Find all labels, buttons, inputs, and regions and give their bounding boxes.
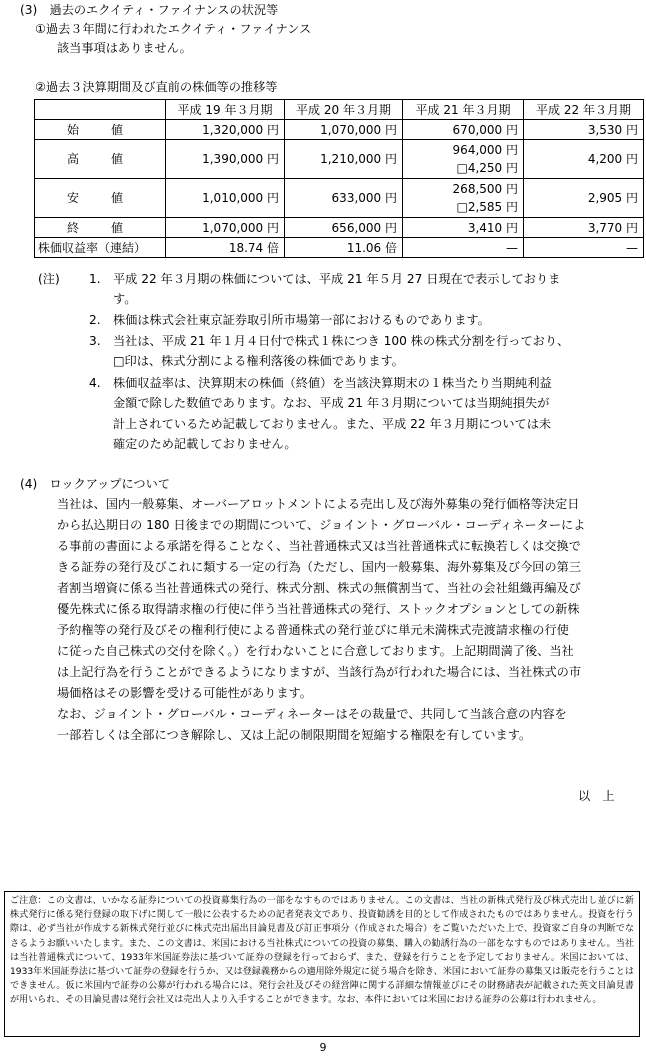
table-cell: 1,210,000 円 — [285, 140, 403, 179]
table-cell: — — [403, 238, 524, 258]
table-cell: 633,000 円 — [285, 179, 403, 218]
subsection-1-title: ①過去３年間に行われたエクイティ・ファイナンス — [35, 22, 312, 36]
row-label: 株価収益率（連結） — [35, 238, 166, 258]
table-header-cell: 平成 20 年３月期 — [285, 100, 403, 120]
row-label: 高 値 — [35, 140, 166, 179]
table-header-row — [35, 100, 644, 120]
table-cell: — — [524, 238, 644, 258]
table-cell: 2,905 円 — [524, 179, 644, 218]
table-row-open — [35, 120, 644, 140]
paragraph-line: から払込期日の 180 日後までの期間について、ジョイント・グローバル・コーディネーターによ — [57, 518, 586, 532]
row-label: 終 値 — [35, 218, 166, 238]
page-number: 9 — [319, 1041, 327, 1054]
table-cell-adjusted-value: □2,585 円 — [456, 200, 518, 214]
note-number: 4. — [89, 376, 101, 390]
table-cell: 18.74 倍 — [166, 238, 285, 258]
table-cell: 1,010,000 円 — [166, 179, 285, 218]
paragraph-line: きる証券の発行及びこれに類する一定の行為（ただし、国内一般募集、海外募集及び今回の第三 — [57, 560, 582, 574]
subsection-2-title: ②過去３決算期間及び直前の株価等の推移等 — [35, 80, 278, 94]
paragraph-line: 者割当増資に係る当社普通株式の発行、株式分割、株式の無償割当て、当社の会社組織再編及び — [57, 581, 581, 595]
table-row-per — [35, 238, 644, 258]
paragraph-line: る事前の書面による承諾を得ることなく、当社普通株式又は当社普通株式に転換若しくは交換で — [57, 539, 581, 553]
table-cell: 3,770 円 — [524, 218, 644, 238]
row-label: 始 値 — [35, 120, 166, 140]
note-text: す。 — [113, 292, 137, 306]
table-cell: 11.06 倍 — [285, 238, 403, 258]
table-cell-value: 268,500 円 — [452, 182, 518, 196]
table-row-low — [35, 179, 644, 218]
table-header-cell: 平成 22 年３月期 — [524, 100, 644, 120]
table-cell-value: 964,000 円 — [452, 143, 518, 157]
table-header-cell: 平成 19 年３月期 — [166, 100, 285, 120]
note-text: 株価収益率は、決算期末の株価（終値）を当該決算期末の１株当たり当期純利益 — [113, 376, 552, 390]
table-cell: 3,530 円 — [524, 120, 644, 140]
paragraph-line: 予約権等の発行及びその権利行使による普通株式の発行並びに単元未満株式売渡請求権の行使 — [57, 623, 569, 637]
row-label: 安 値 — [35, 179, 166, 218]
notes-marker: (注) — [38, 272, 60, 286]
disclaimer-box: ご注意：この文書は、いかなる証券についての投資募集行為の一部をなすものではありません。この文書は、当社の新株式発行及び株式売出し並びに新株式発行に係る発行登録の取下げに関して一般に公表するための記者発表文であり、投資勧誘を目的として作成されたものではありません。投資を行う際は、必ず当社が作成する新株式発行並びに株式売出届出目論見書及び訂正事項分（作成された場合）をご覧いただいた上で、投資家ご自身の判断でなさるようお願いいたします。また、この文書は、米国における当社株式についての投資の募集、購入の勧誘行為の一部をなすものではありません。当社は当社普通株式について、1933年米国証券法に基づいて証券の登録を行っておらず、また、登録を行うことを予定しておりません。米国においては、1933年米国証券法に基づいて証券の登録を行うか、又は登録義務からの適用除外規定に従う場合を除き、米国において証券の募集又は販売を行うことはできません。仮に米国内で証券の公募が行われる場合には、発行会社及びその経営陣に関する詳細な情報並びにその財務諸表が記載された英文目論見書が用いられ、その目論見書は発行会社又は売出人より入手することができます。なお、本件においては米国における証券の公募は行われません。 — [4, 891, 640, 1037]
table-corner-cell — [35, 100, 166, 120]
note-text: 株価は株式会社東京証券取引所市場第一部におけるものであります。 — [113, 313, 490, 327]
paragraph-line: 当社は、国内一般募集、オーバーアロットメントによる売出し及び海外募集の発行価格等決定日 — [57, 497, 580, 511]
table-cell: 656,000 円 — [285, 218, 403, 238]
table-cell-two-line — [403, 140, 524, 179]
table-header-cell: 平成 21 年３月期 — [403, 100, 524, 120]
note-number: 1. — [89, 272, 101, 286]
paragraph-line: 一部若しくは全部につき解除し、又は上記の制限期間を短縮する権限を有しています。 — [57, 728, 532, 742]
note-text: □印は、株式分割による権利落後の株価であります。 — [113, 354, 404, 368]
table-cell: 1,320,000 円 — [166, 120, 285, 140]
stock-price-table — [34, 99, 644, 258]
note-text: 当社は、平成 21 年１月４日付で株式１株につき 100 株の株式分割を行っており、 — [113, 334, 570, 348]
table-cell: 3,410 円 — [403, 218, 524, 238]
table-cell: 1,070,000 円 — [166, 218, 285, 238]
paragraph-line: 優先株式に係る取得請求権の行使に伴う当社普通株式の発行、ストックオプションとしての新株 — [57, 602, 580, 616]
closing-mark: 以 上 — [578, 789, 615, 803]
table-cell: 4,200 円 — [524, 140, 644, 179]
note-text: 計上されているため記載しておりません。また、平成 22 年３月期については未 — [113, 417, 552, 431]
paragraph-line: は上記行為を行うことができるようになりますが、当該行為が行われた場合には、当社株式の市 — [57, 665, 582, 679]
paragraph-line: 場価格はその影響を受ける可能性があります。 — [57, 686, 312, 700]
note-text: 金額で除した数値であります。なお、平成 21 年３月期については当期純損失が — [113, 396, 550, 410]
table-cell-two-line — [403, 179, 524, 218]
table-cell: 1,390,000 円 — [166, 140, 285, 179]
note-text: 確定のため記載しておりません。 — [113, 437, 297, 451]
table-cell: 670,000 円 — [403, 120, 524, 140]
paragraph-line: に従った自己株式の交付を除く。）を行わないことに合意しております。上記期間満了後、当社 — [57, 644, 574, 658]
table-cell-adjusted-value: □4,250 円 — [456, 161, 518, 175]
paragraph-line: なお、ジョイント・グローバル・コーディネーターはその裁量で、共同して当該合意の内容を — [57, 707, 567, 721]
note-number: 3. — [89, 334, 101, 348]
subsection-1-text: 該当事項はありません。 — [57, 41, 192, 55]
note-text: 平成 22 年３月期の株価については、平成 21 年５月 27 日現在で表示しておりま — [113, 272, 561, 286]
note-number: 2. — [89, 313, 101, 327]
section-3-heading: (3) 過去のエクイティ・ファイナンスの状況等 — [20, 3, 279, 17]
table-row-close — [35, 218, 644, 238]
section-4-heading: (4) ロックアップについて — [20, 477, 170, 491]
table-row-high — [35, 140, 644, 179]
table-cell: 1,070,000 円 — [285, 120, 403, 140]
